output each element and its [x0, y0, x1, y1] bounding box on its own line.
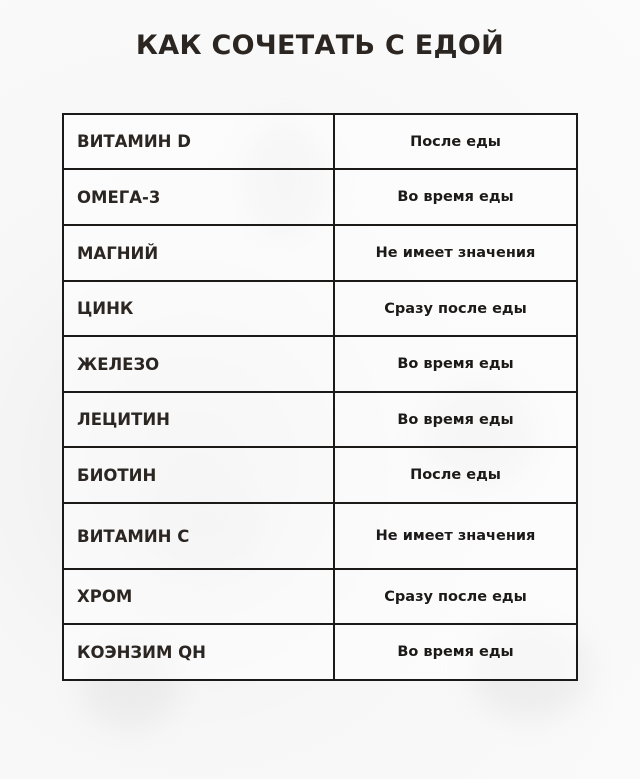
table-row [63, 569, 577, 624]
table-row [63, 225, 577, 281]
table-row [63, 336, 577, 392]
table-row [63, 169, 577, 225]
supplement-name: ВИТАМИН C [63, 503, 334, 569]
timing-value: После еды [334, 447, 577, 503]
timing-value: Не имеет значения [334, 225, 577, 281]
supplement-name: БИОТИН [63, 447, 334, 503]
timing-value: Во время еды [334, 336, 577, 392]
timing-value: Не имеет значения [334, 503, 577, 569]
supplement-name: ВИТАМИН D [63, 114, 334, 169]
table-row [63, 114, 577, 169]
supplement-name: ЛЕЦИТИН [63, 392, 334, 447]
supplement-table [62, 113, 578, 681]
timing-value: Сразу после еды [334, 281, 577, 336]
table-row [63, 447, 577, 503]
timing-value: Во время еды [334, 169, 577, 225]
supplement-name: ЖЕЛЕЗО [63, 336, 334, 392]
table-row [63, 392, 577, 447]
page-title: КАК СОЧЕТАТЬ С ЕДОЙ [135, 30, 505, 61]
supplement-name: ЦИНК [63, 281, 334, 336]
supplement-name: ОМЕГА-3 [63, 169, 334, 225]
supplement-name: ХРОМ [63, 569, 334, 624]
timing-value: После еды [334, 114, 577, 169]
timing-value: Во время еды [334, 624, 577, 680]
table-row [63, 624, 577, 680]
supplement-name: МАГНИЙ [63, 225, 334, 281]
table-row [63, 503, 577, 569]
timing-value: Во время еды [334, 392, 577, 447]
supplement-name: КОЭНЗИМ QH [63, 624, 334, 680]
table-row [63, 281, 577, 336]
timing-value: Сразу после еды [334, 569, 577, 624]
